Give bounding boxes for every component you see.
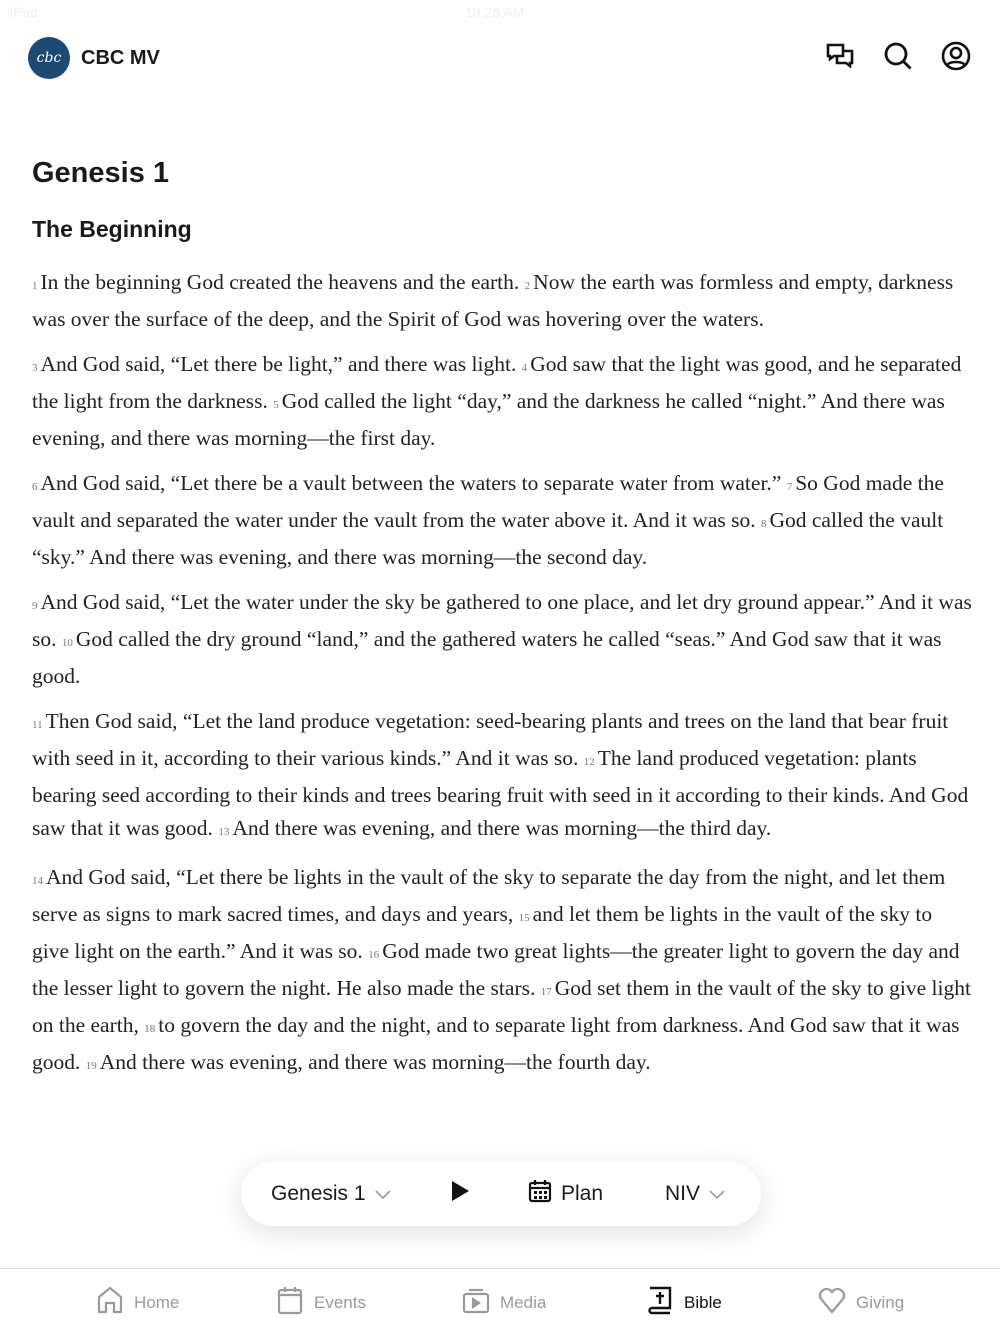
brand-name: CBC MV bbox=[81, 46, 160, 69]
verse-text[interactable]: Now the earth was formless and empty, darkness was over the surface of the deep, and the Spirit of God was hovering over the waters. bbox=[32, 270, 954, 331]
bottom-tab-bar bbox=[0, 1268, 1000, 1334]
section-title: The Beginning bbox=[32, 216, 192, 242]
tab-label: Events bbox=[314, 1292, 366, 1312]
heart-icon bbox=[818, 1285, 846, 1320]
verse-paragraph bbox=[32, 266, 972, 336]
verse-text[interactable]: God called the vault “sky.” And there was evening, and there was morning—the second day. bbox=[32, 508, 944, 569]
tab-events[interactable] bbox=[276, 1285, 366, 1320]
search-icon[interactable] bbox=[882, 40, 914, 77]
account-icon[interactable] bbox=[940, 40, 972, 77]
verse-text[interactable]: And God said, “Let there be lights in the vault of the sky to separate the day from the night, and let them serve as signs to mark sacred times, and days and years, bbox=[32, 865, 946, 926]
verse-number[interactable]: 13 bbox=[218, 826, 230, 838]
verse-number[interactable]: 7 bbox=[786, 481, 793, 493]
verse-paragraph bbox=[32, 586, 972, 693]
home-icon bbox=[96, 1285, 124, 1320]
verse-paragraph bbox=[32, 348, 972, 455]
version-label: NIV bbox=[665, 1182, 701, 1205]
tab-home[interactable] bbox=[96, 1285, 179, 1320]
verse-number[interactable]: 8 bbox=[760, 518, 767, 530]
chat-icon[interactable] bbox=[824, 40, 856, 77]
status-bar bbox=[0, 4, 1000, 24]
verse-number[interactable]: 12 bbox=[583, 756, 595, 768]
verse-text[interactable]: God called the dry ground “land,” and the gathered waters he called “seas.” And God saw that it was good. bbox=[32, 627, 942, 688]
church-logo[interactable] bbox=[28, 37, 70, 79]
media-icon bbox=[462, 1285, 490, 1320]
book-selector[interactable] bbox=[271, 1182, 392, 1206]
verse-text[interactable]: God made two great lights—the greater light to govern the day and the lesser light to govern the night. He also made the stars. bbox=[32, 939, 960, 1000]
verse-text[interactable]: And God said, “Let there be a vault between the waters to separate water from water.” bbox=[40, 471, 782, 495]
tab-giving[interactable] bbox=[818, 1285, 904, 1320]
verse-number[interactable]: 2 bbox=[524, 280, 531, 292]
verse-text[interactable]: Then God said, “Let the land produce vegetation: seed-bearing plants and trees on the land that bear fruit with seed in it, according to their various kinds.” And it was so. bbox=[32, 709, 949, 770]
play-icon bbox=[449, 1179, 471, 1209]
calendar-icon bbox=[276, 1285, 304, 1320]
verse-paragraph bbox=[32, 467, 972, 574]
verse-text[interactable]: The land produced vegetation: plants bearing seed according to their kinds and trees bearing fruit with seed in it according to their kinds. And God saw that it was good. bbox=[32, 746, 969, 840]
verse-text[interactable]: God set them in the vault of the sky to give light on the earth, bbox=[32, 976, 971, 1037]
plan-button[interactable] bbox=[527, 1178, 603, 1210]
version-selector[interactable] bbox=[665, 1182, 726, 1206]
verse-number[interactable]: 6 bbox=[32, 481, 38, 493]
bible-icon bbox=[646, 1285, 674, 1320]
verse-text[interactable]: In the beginning God created the heavens and the earth. bbox=[40, 270, 520, 294]
verse-number[interactable]: 17 bbox=[540, 986, 552, 998]
chapter-title: Genesis 1 bbox=[32, 157, 170, 189]
app-header bbox=[28, 36, 972, 80]
verse-text[interactable]: And God said, “Let there be light,” and there was light. bbox=[40, 352, 517, 376]
verse-number[interactable]: 9 bbox=[32, 600, 38, 612]
verse-text[interactable]: to govern the day and the night, and to separate light from darkness. And God saw that it was good. bbox=[32, 1013, 960, 1074]
tab-label: Media bbox=[500, 1292, 547, 1312]
tab-bible[interactable] bbox=[646, 1285, 722, 1320]
verse-text bbox=[32, 266, 972, 1083]
calendar-icon bbox=[527, 1178, 553, 1210]
logo-text: cbc bbox=[36, 50, 62, 66]
verse-number[interactable]: 4 bbox=[521, 362, 528, 374]
verse-number[interactable]: 18 bbox=[144, 1023, 156, 1035]
verse-text[interactable]: And there was evening, and there was morning—the third day. bbox=[232, 816, 772, 840]
verse-number[interactable]: 14 bbox=[32, 875, 43, 887]
tab-label: Bible bbox=[684, 1292, 722, 1312]
book-label: Genesis 1 bbox=[271, 1182, 366, 1205]
verse-number[interactable]: 1 bbox=[32, 280, 38, 292]
chevron-down-icon bbox=[708, 1182, 726, 1206]
verse-number[interactable]: 16 bbox=[368, 949, 380, 961]
reader-controls bbox=[241, 1162, 761, 1226]
verse-number[interactable]: 5 bbox=[273, 399, 279, 411]
verse-text[interactable]: And God said, “Let the water under the sky be gathered to one place, and let dry ground appear.” And it was so. bbox=[32, 590, 972, 651]
play-button[interactable] bbox=[449, 1179, 471, 1209]
tab-label: Giving bbox=[856, 1292, 905, 1312]
verse-number[interactable]: 15 bbox=[518, 912, 530, 924]
verse-number[interactable]: 19 bbox=[85, 1060, 97, 1072]
bible-reader bbox=[32, 150, 972, 1095]
verse-number[interactable]: 10 bbox=[61, 637, 73, 649]
clock: 10:26 AM bbox=[465, 4, 525, 20]
verse-paragraph bbox=[32, 861, 972, 1083]
verse-text[interactable]: And there was evening, and there was morning—the fourth day. bbox=[99, 1050, 651, 1074]
verse-paragraph bbox=[32, 705, 972, 849]
chevron-down-icon bbox=[374, 1182, 392, 1206]
verse-number[interactable]: 3 bbox=[32, 362, 38, 374]
tab-media[interactable] bbox=[462, 1285, 546, 1320]
plan-label: Plan bbox=[561, 1182, 604, 1205]
device-label: iPad bbox=[10, 4, 39, 20]
verse-text[interactable]: God called the light “day,” and the darkness he called “night.” And there was evening, and there was morning—the first day. bbox=[32, 389, 945, 450]
verse-number[interactable]: 11 bbox=[32, 719, 43, 731]
verse-text[interactable]: and let them be lights in the vault of the sky to give light on the earth.” And it was so. bbox=[32, 902, 933, 963]
tab-label: Home bbox=[134, 1292, 180, 1312]
verse-text[interactable]: So God made the vault and separated the water under the vault from the water above it. And it was so. bbox=[32, 471, 944, 532]
verse-text[interactable]: God saw that the light was good, and he separated the light from the darkness. bbox=[32, 352, 962, 413]
